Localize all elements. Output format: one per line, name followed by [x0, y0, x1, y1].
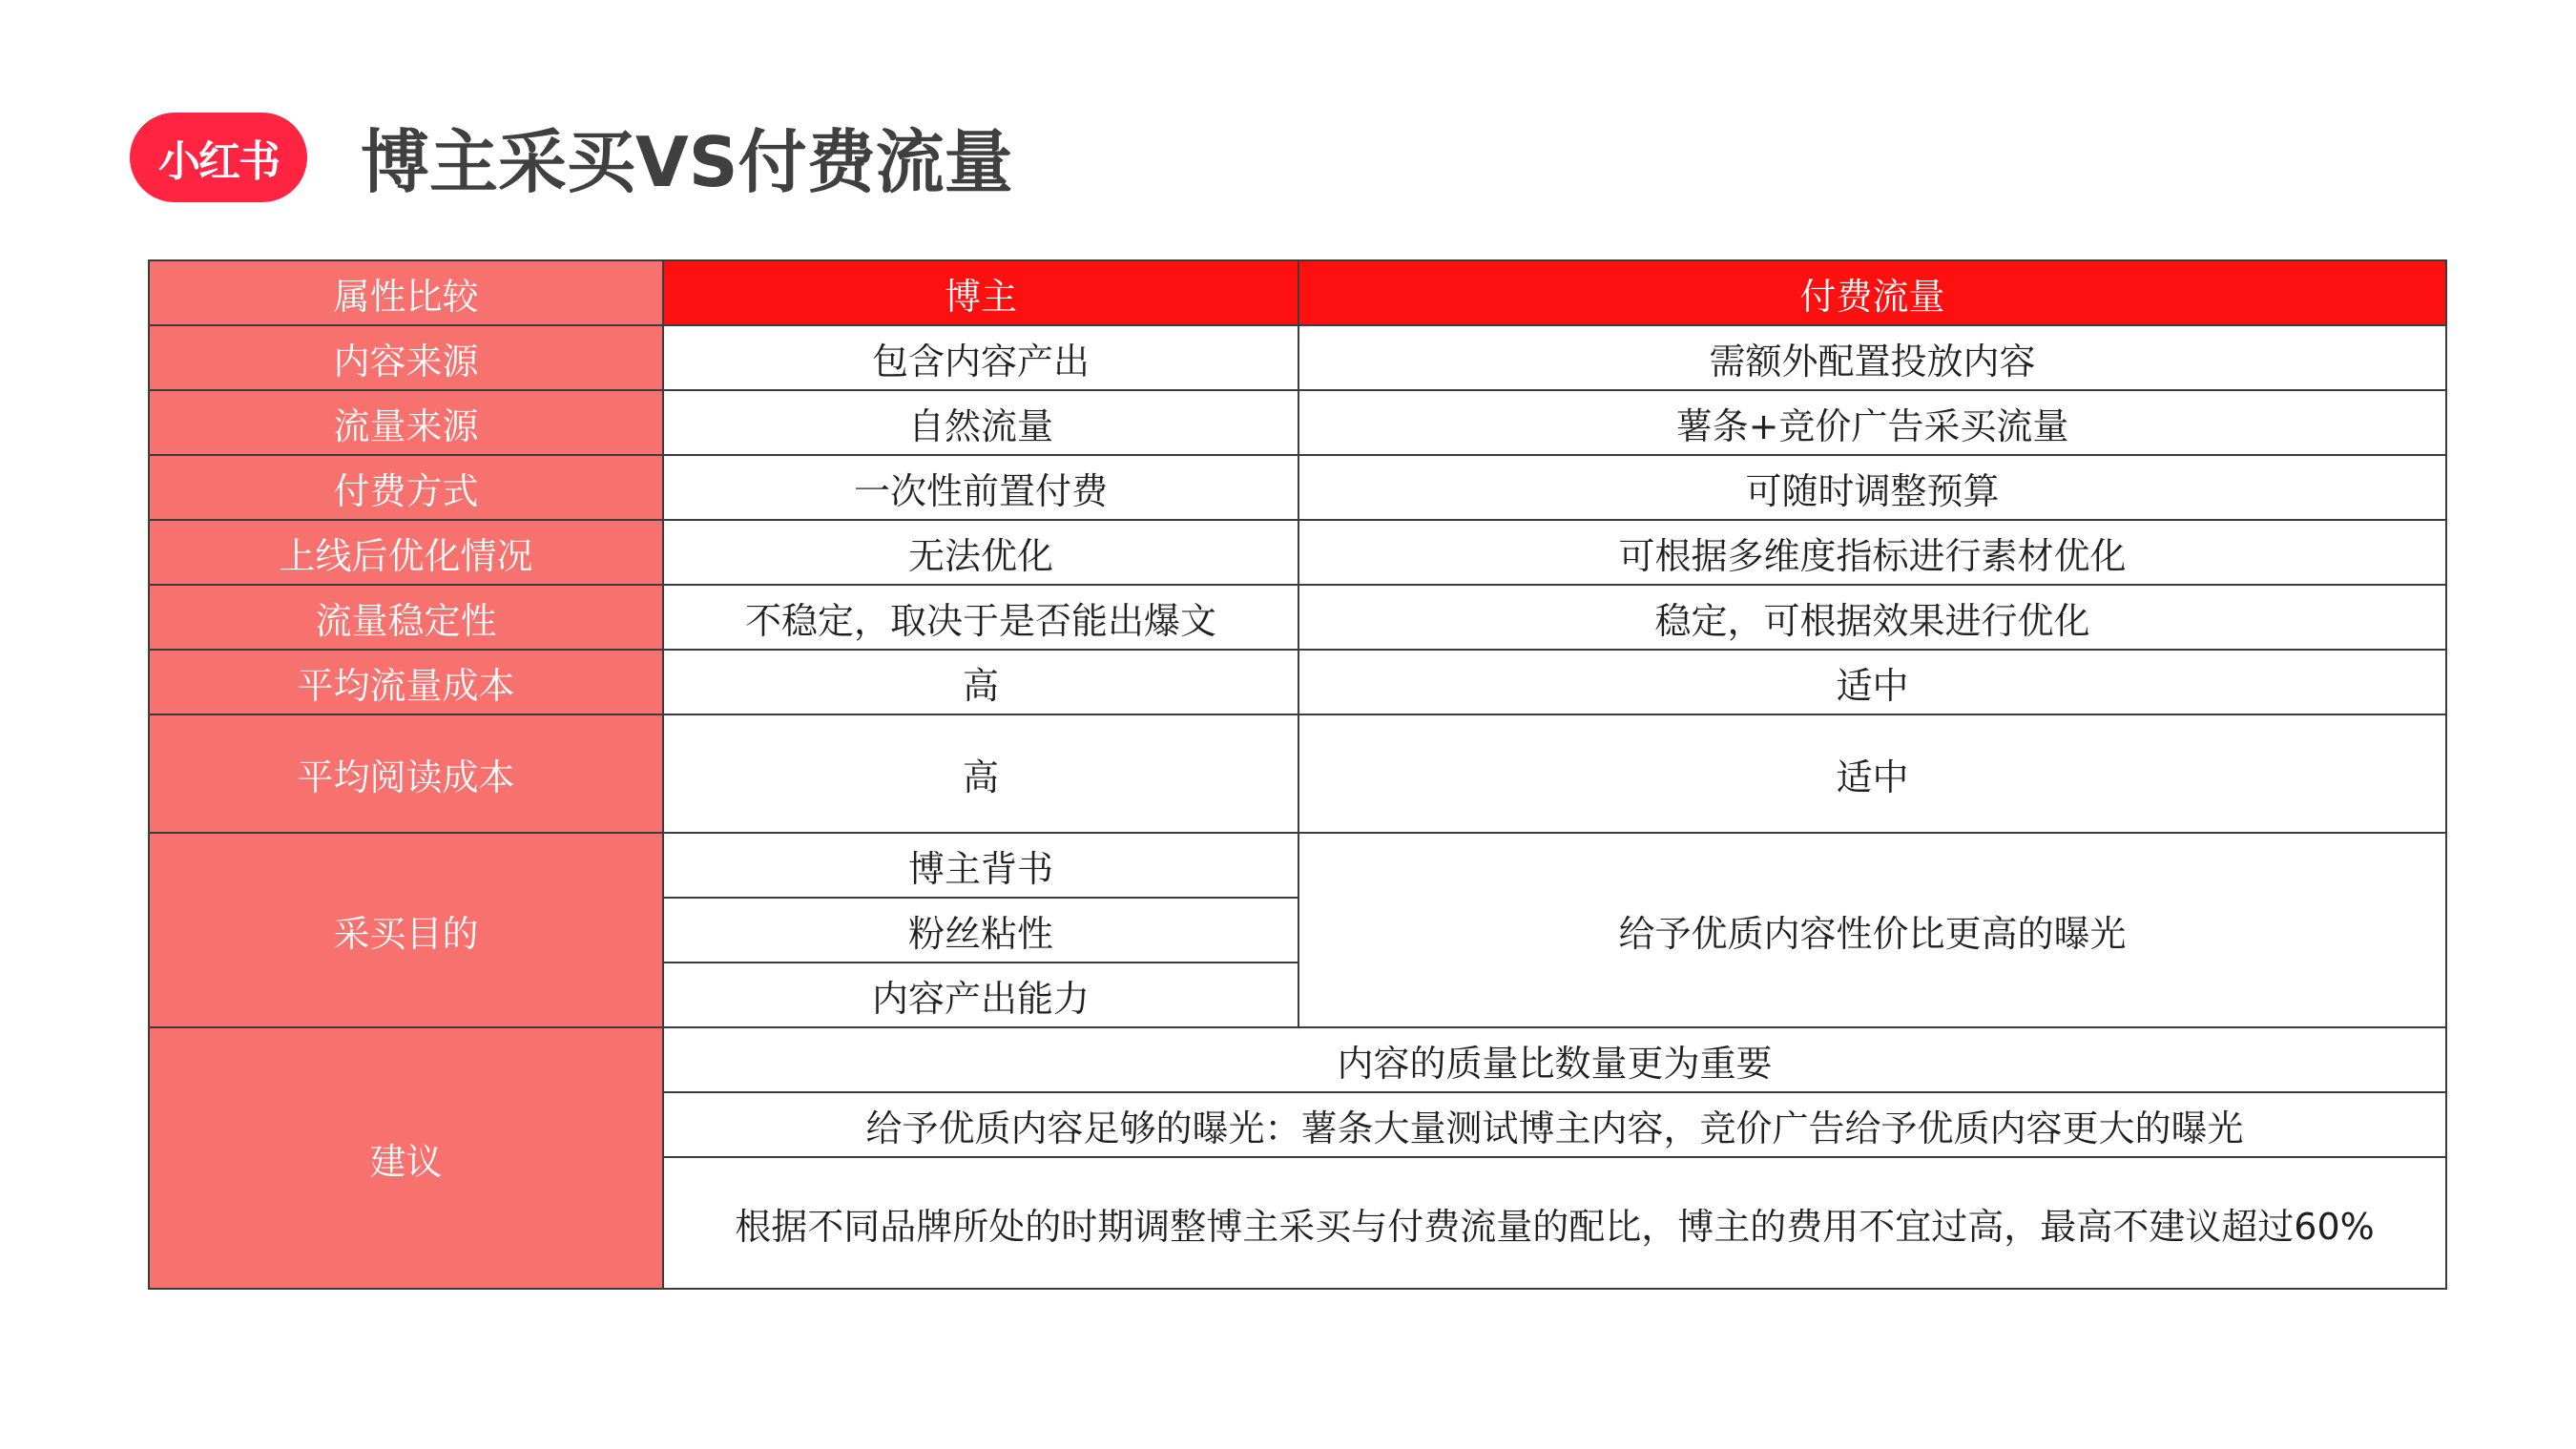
paid-cell: 可根据多维度指标进行素材优化 — [1298, 520, 2446, 585]
purpose-blogger-item: 粉丝粘性 — [663, 898, 1298, 963]
row-attribute: 平均流量成本 — [149, 650, 663, 714]
table-row — [149, 714, 2446, 833]
table-row — [149, 325, 2446, 390]
advice-line: 内容的质量比数量更为重要 — [663, 1027, 2446, 1092]
advice-attribute: 建议 — [149, 1027, 663, 1289]
table-row — [149, 390, 2446, 455]
xiaohongshu-logo — [130, 113, 307, 202]
logo-text: 小红书 — [158, 137, 279, 186]
blogger-cell: 高 — [663, 650, 1298, 714]
blogger-cell: 自然流量 — [663, 390, 1298, 455]
purpose-attribute: 采买目的 — [149, 833, 663, 1027]
paid-cell: 薯条+竞价广告采买流量 — [1298, 390, 2446, 455]
advice-line: 根据不同品牌所处的时期调整博主采买与付费流量的配比，博主的费用不宜过高，最高不建议超过60% — [663, 1157, 2446, 1289]
blogger-cell: 一次性前置付费 — [663, 455, 1298, 520]
table-row — [149, 650, 2446, 714]
paid-cell: 适中 — [1298, 714, 2446, 833]
table-row — [149, 520, 2446, 585]
blogger-cell: 包含内容产出 — [663, 325, 1298, 390]
row-attribute: 内容来源 — [149, 325, 663, 390]
advice-row — [149, 1027, 2446, 1092]
blogger-cell: 不稳定，取决于是否能出爆文 — [663, 585, 1298, 650]
row-attribute: 平均阅读成本 — [149, 714, 663, 833]
header-attribute: 属性比较 — [149, 260, 663, 325]
purpose-row — [149, 833, 2446, 898]
table-row — [149, 585, 2446, 650]
purpose-paid-cell: 给予优质内容性价比更高的曝光 — [1298, 833, 2446, 1027]
comparison-table — [148, 259, 2447, 1290]
header-paid-traffic: 付费流量 — [1298, 260, 2446, 325]
row-attribute: 上线后优化情况 — [149, 520, 663, 585]
purpose-blogger-item: 博主背书 — [663, 833, 1298, 898]
paid-cell: 稳定，可根据效果进行优化 — [1298, 585, 2446, 650]
table-header-row — [149, 260, 2446, 325]
paid-cell: 可随时调整预算 — [1298, 455, 2446, 520]
blogger-cell: 无法优化 — [663, 520, 1298, 585]
advice-line: 给予优质内容足够的曝光：薯条大量测试博主内容，竞价广告给予优质内容更大的曝光 — [663, 1092, 2446, 1157]
blogger-cell: 高 — [663, 714, 1298, 833]
page-title: 博主采买VS付费流量 — [361, 122, 1013, 202]
purpose-blogger-item: 内容产出能力 — [663, 963, 1298, 1027]
row-attribute: 流量来源 — [149, 390, 663, 455]
paid-cell: 需额外配置投放内容 — [1298, 325, 2446, 390]
table-row — [149, 455, 2446, 520]
header-blogger: 博主 — [663, 260, 1298, 325]
row-attribute: 付费方式 — [149, 455, 663, 520]
paid-cell: 适中 — [1298, 650, 2446, 714]
row-attribute: 流量稳定性 — [149, 585, 663, 650]
